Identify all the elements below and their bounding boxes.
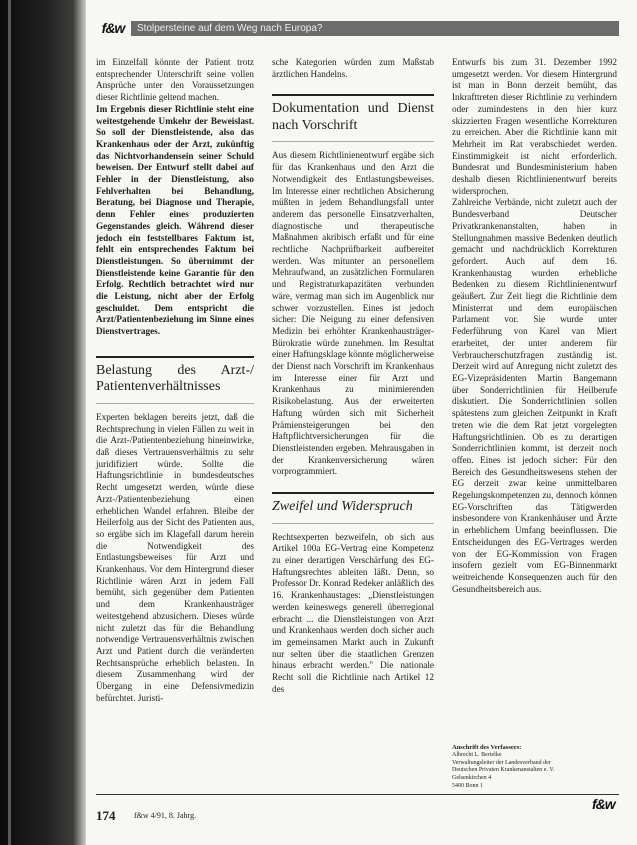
author-line: Gelsenkirchen 4	[452, 775, 492, 782]
column-2	[272, 57, 434, 695]
book-binding	[0, 0, 86, 845]
paragraph: sche Kategorien würden zum Maßstab ärztlichen Handelns.	[272, 57, 434, 79]
section-heading: Belastung des Arzt-/ Patientenverhältnisses	[96, 362, 254, 395]
header-logo: f&w	[95, 19, 131, 38]
author-line: Verwaltungsleiter der Landesverband der	[452, 759, 551, 766]
page-number: 174	[96, 808, 116, 823]
paragraph-bold: Im Ergebnis dieser Richtlinie steht eine weitestgehende Umkehr der Beweislast. So soll der Dienstleistende, also das Krankenhaus oder der Arzt, zukünftig das Nichtvorhandensein seiner Schuld beweisen. Der Entwurf stellt dabei auf Fehler in der Dienstleistung, also Fehlverhalten bei Behandlung, Beratung, bei Diagnose und Therapie, denn Fehler eines produzierten Gegenstandes gleich. Während dieser jedoch ein feststellbares Faktum ist, fehlt ein entsprechendes Faktum bei Dienstleistungen. So übernimmt der Dienstleistende keine Garantie für den Erfolg. Rechtlich betrachtet wird nur die Leistung, nicht aber der Erfolg geschuldet. Dem entspricht die Arzt/Patientenbeziehung im Sinne eines Dienstvertrages.	[96, 103, 254, 337]
author-line: 5400 Bonn 1	[452, 782, 484, 789]
paragraph: Zahlreiche Verbände, nicht zuletzt auch der Bundesverband Deutscher Privatkrankenanstalten, haben in Stellungnahmen massive Bedenken deutlich gemacht und nachdrücklich Korrekturen gefordert. Auch auf dem 16. Krankenhaustag wurden erhebliche Bedenken zu diesem Richtlinienentwurf geäußert. Zur Zeit liegt die Richtlinie dem Ministerrat und dem europäischen Parlament vor. Sie wurde unter Federführung von Karel van Miert erarbeitet, der unter anderem für Verbraucherschutzfragen zuständig ist. Derzeit wird auf Anregung nicht zuletzt des EG-Vizepräsidenten Martin Bangemann über Sonderrichtlinien für Heilberufe diskutiert. Die Sonderrichtlinien sollen spätestens zum gleichen Zeitpunkt in Kraft treten wie die dem Rat jetzt vorgelegten Haftungsrichtlinien. Ob es zu derartigen Sonderrichtlinien kommt, ist derzeit noch offen. Eines ist jedoch sicher: Für den Bereich des Gesundheitswesens stehen der EG derzeit zwar keine unmittelbaren Regelungskompetenzen zu, dennoch können EG-Vorschriften das Tätigwerden insbesondere von Krankenhäuser und Ärzte in erheblichem Umfang beeinflussen. Die Entscheidungen des EG-Vertrages werden von der EG-Kommission von Fragen insofern gezielt vom EG-Binnenmarkt weitreichende Konsequenzen auch für den Gesundheitsbereich aus.	[452, 197, 617, 594]
section-heading-box	[96, 356, 254, 404]
header-title: Stolpersteine auf dem Weg nach Europa?	[137, 23, 323, 34]
paragraph: Experten beklagen bereits jetzt, daß die Rechtsprechung in vielen Fällen zu weit in die Arzt-/Patientenbeziehung hineinwirke, daß dieses Vertrauensverhältnis zu sehr juridifiziert würde. Sollte die Haftungsrichtlinie in bundesdeutsches Recht umgesetzt werden, würde diese Arzt-/Patientenbeziehung einen erheblichen Wandel erfahren. Bleibe der Heilerfolg aus der Sicht des Patienten aus, so ergäbe sich im Klagefall darum herein die Notwendigkeit des Entlastungsbeweises für Arzt und Krankenhaus. Vor dem Hintergrund dieser Richtlinie wären Arzt in jedem Fall bemüht, sich gegenüber dem Patienten und dem Krankenhausträger weitestgehend abzusichern. Dieses würde nicht zuletzt das für die Behandlung notwendige Vertrauensverhältnis zwischen Arzt und Patient durch die veränderten Rechtsansprüche erheblich belasten. In diesem Zusammenhang wird der Übergang in eine Defensivmedizin befürchtet. Juristi-	[96, 411, 254, 703]
author-line: Deutschen Privaten Krankenanstalten e. V.	[452, 767, 555, 774]
paragraph: Aus diesem Richtlinienentwurf ergäbe sich für das Krankenhaus und den Arzt die Notwendigkeit des Entlastungsbeweises. Im Interesse einer rechtlichen Absicherung müßten in jedem Behandlungsfall unter anderem das personelle Einsatzverhalten, diagnostische und therapeutische Maßnahmen akribisch erfaßt und für eine rechtliche Nachprüfbarkeit aufbereitet werden. Was mitunter an personellem Mehraufwand, an zusätzlichen Formularen und Registraturkapazitäten verbunden wäre, vermag man sich im Augenblick nur schwer vorzustellen. Eines ist jedoch sicher: Die Neigung zu einer defensiven Medizin bei erhöhter Krankenhausträger-Bürokratie würde zunehmen. Im Resultat einer Haftungsklage könnte möglicherweise der Dienst nach Vorschrift im Krankenhaus im Interesse einer für Arzt und Krankenhaus zu minimierenden Risikobelastung. Aus der erweiterten Haftung würden sich mit Sicherheit Prämiensteigerungen bei den Haftpflichtversicherungen für die Dienstleistenden ergeben. Mehrausgaben in der Krankenversicherung wären vorprogrammiert.	[272, 150, 435, 477]
binding-stripe	[8, 0, 11, 845]
paragraph: Rechtsexperten bezweifeln, ob sich aus Artikel 100a EG-Vertrag eine Kompetenz zu einer derartigen Verschärfung des EG-Haftungsrechtes ableiten läßt. Denn, so Professor Dr. Konrad Redeker anläßlich des 16. Krankenhaustages: „Dienstleistungen werden keineswegs generell überregional erbracht ... die Dienstleistungen von Arzt und Krankenhaus werden doch sicher auch im gemeinsamen Markt auch in Zukunft nur selten über die staatlichen Grenzen hinaus erbracht werden." Die nationale Recht soll die Richtlinie nach Artikel 12 des	[272, 531, 434, 694]
section-heading-box	[272, 492, 434, 524]
column-1	[96, 57, 254, 704]
section-heading-box	[272, 94, 434, 142]
column-3	[452, 57, 617, 595]
author-address	[452, 744, 570, 791]
author-label: Anschrift des Verfassers:	[452, 744, 522, 751]
issue-label: f&w 4/91, 8. Jahrg.	[134, 811, 197, 820]
author-line: Albrecht L. Bertelke	[452, 751, 502, 758]
footer-rule	[96, 794, 619, 795]
section-heading: Dokumentation und Dienst nach Vorschrift	[272, 101, 434, 133]
footer-logo: f&w	[592, 796, 615, 812]
section-heading: Zweifel und Widerspruch	[272, 499, 413, 515]
paragraph: im Einzelfall könnte der Patient trotz entsprechender Unterschrift seine vollen Ansprüche unter den Voraussetzungen dieser Richtlinie geltend machen.	[96, 57, 254, 103]
paragraph: Entwurfs bis zum 31. Dezember 1992 umgesetzt werden. Vor diesem Hintergrund ist man in Bonn derzeit bemüht, das Inkrafttreten dieser Richtlinie zu verhindern oder zumindestens in den hier kurz skizzierten Fragen wesentliche Korrekturen zu erreichen. Aber die Richtlinie kann mit Mehrheit im Rat verabschiedet werden. Einstimmigkeit ist nicht erforderlich. Bundesrat und Bundesministerium haben deshalb diesen Richtlinienentwurf bereits widersprochen.	[452, 57, 617, 196]
